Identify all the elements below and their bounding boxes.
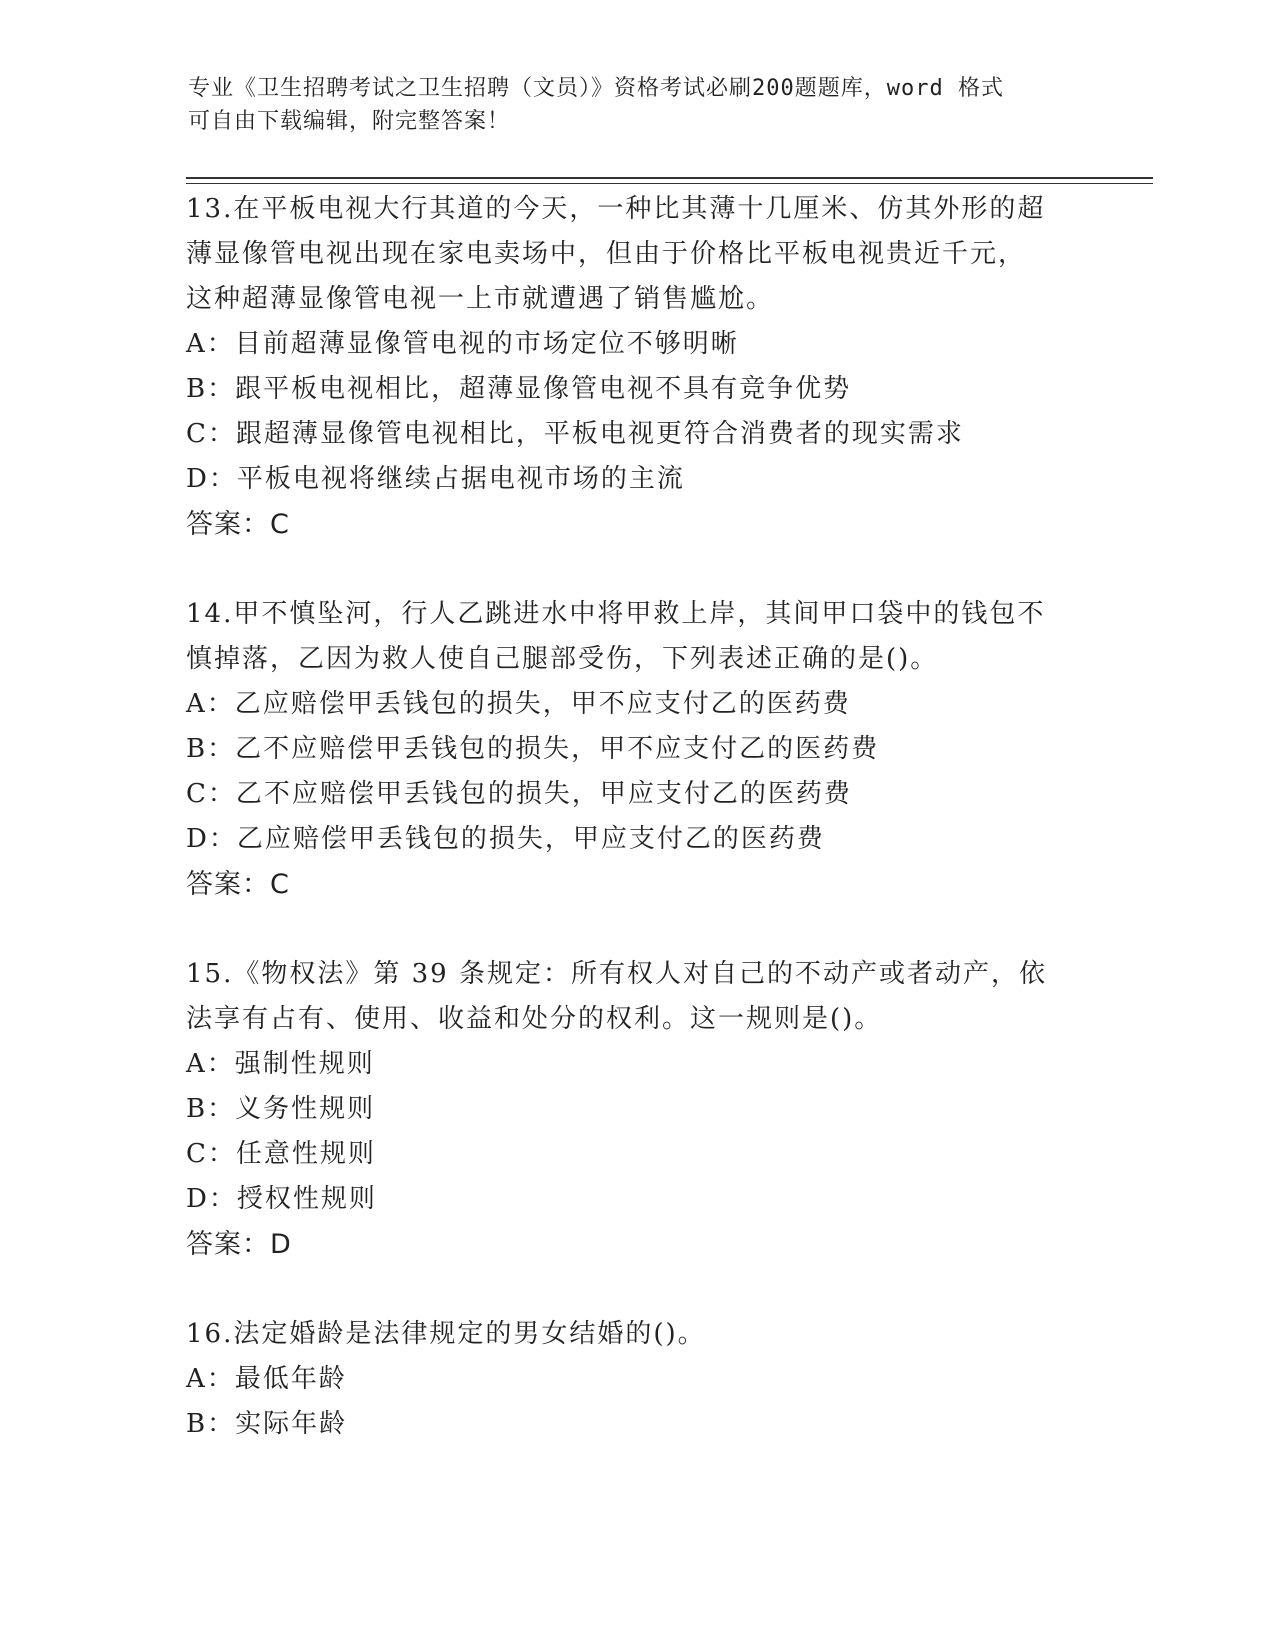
option-b: B：跟平板电视相比，超薄显像管电视不具有竞争优势 xyxy=(186,374,852,404)
option-b: B：乙不应赔偿甲丢钱包的损失，甲不应支付乙的医药费 xyxy=(186,734,880,764)
question-text-line: 法享有占有、使用、收益和处分的权利。这一规则是()。 xyxy=(186,1004,883,1034)
option-c: C：跟超薄显像管电视相比，平板电视更符合消费者的现实需求 xyxy=(186,419,964,449)
option-c: C：乙不应赔偿甲丢钱包的损失，甲应支付乙的医药费 xyxy=(186,779,852,809)
spacer xyxy=(186,907,1136,952)
spacer xyxy=(186,1267,1136,1312)
answer: 答案：C xyxy=(186,869,290,900)
option-a: A：目前超薄显像管电视的市场定位不够明晰 xyxy=(186,329,739,359)
header-line-2: 可自由下载编辑，附完整答案！ xyxy=(188,109,511,134)
spacer xyxy=(186,547,1136,592)
answer: 答案：D xyxy=(186,1229,292,1260)
header-line-1: 专业《卫生招聘考试之卫生招聘（文员）》资格考试必刷200题题库，word 格式 xyxy=(188,76,1004,101)
question-list xyxy=(186,187,1136,1447)
question-text-line: 薄显像管电视出现在家电卖场中，但由于价格比平板电视贵近千元， xyxy=(186,239,1027,269)
answer: 答案：C xyxy=(186,509,290,540)
option-a: A：强制性规则 xyxy=(186,1049,375,1079)
option-d: D：乙应赔偿甲丢钱包的损失，甲应支付乙的医药费 xyxy=(186,824,825,854)
option-d: D：授权性规则 xyxy=(186,1184,377,1214)
document-header xyxy=(188,72,1068,138)
question-text-line: 15.《物权法》第 39 条规定：所有权人对自己的不动产或者动产，依 xyxy=(186,959,1047,989)
question-16 xyxy=(186,1312,1136,1447)
question-text-line: 14.甲不慎坠河，行人乙跳进水中将甲救上岸，其间甲口袋中的钱包不 xyxy=(186,599,1046,629)
option-d: D：平板电视将继续占据电视市场的主流 xyxy=(186,464,685,494)
header-divider-thin xyxy=(186,183,1153,184)
option-a: A：乙应赔偿甲丢钱包的损失，甲不应支付乙的医药费 xyxy=(186,689,851,719)
option-b: B：实际年龄 xyxy=(186,1409,348,1439)
header-divider-thick xyxy=(186,177,1153,179)
question-text-line: 13.在平板电视大行其道的今天，一种比其薄十几厘米、仿其外形的超 xyxy=(186,194,1046,224)
question-text-line: 慎掉落，乙因为救人使自己腿部受伤，下列表述正确的是()。 xyxy=(186,644,939,674)
question-14 xyxy=(186,592,1136,907)
question-text-line: 这种超薄显像管电视一上市就遭遇了销售尴尬。 xyxy=(186,284,775,314)
option-a: A：最低年龄 xyxy=(186,1364,347,1394)
option-c: C：任意性规则 xyxy=(186,1139,376,1169)
question-13 xyxy=(186,187,1136,547)
option-b: B：义务性规则 xyxy=(186,1094,376,1124)
question-text-line: 16.法定婚龄是法律规定的男女结婚的()。 xyxy=(186,1319,706,1349)
question-15 xyxy=(186,952,1136,1267)
